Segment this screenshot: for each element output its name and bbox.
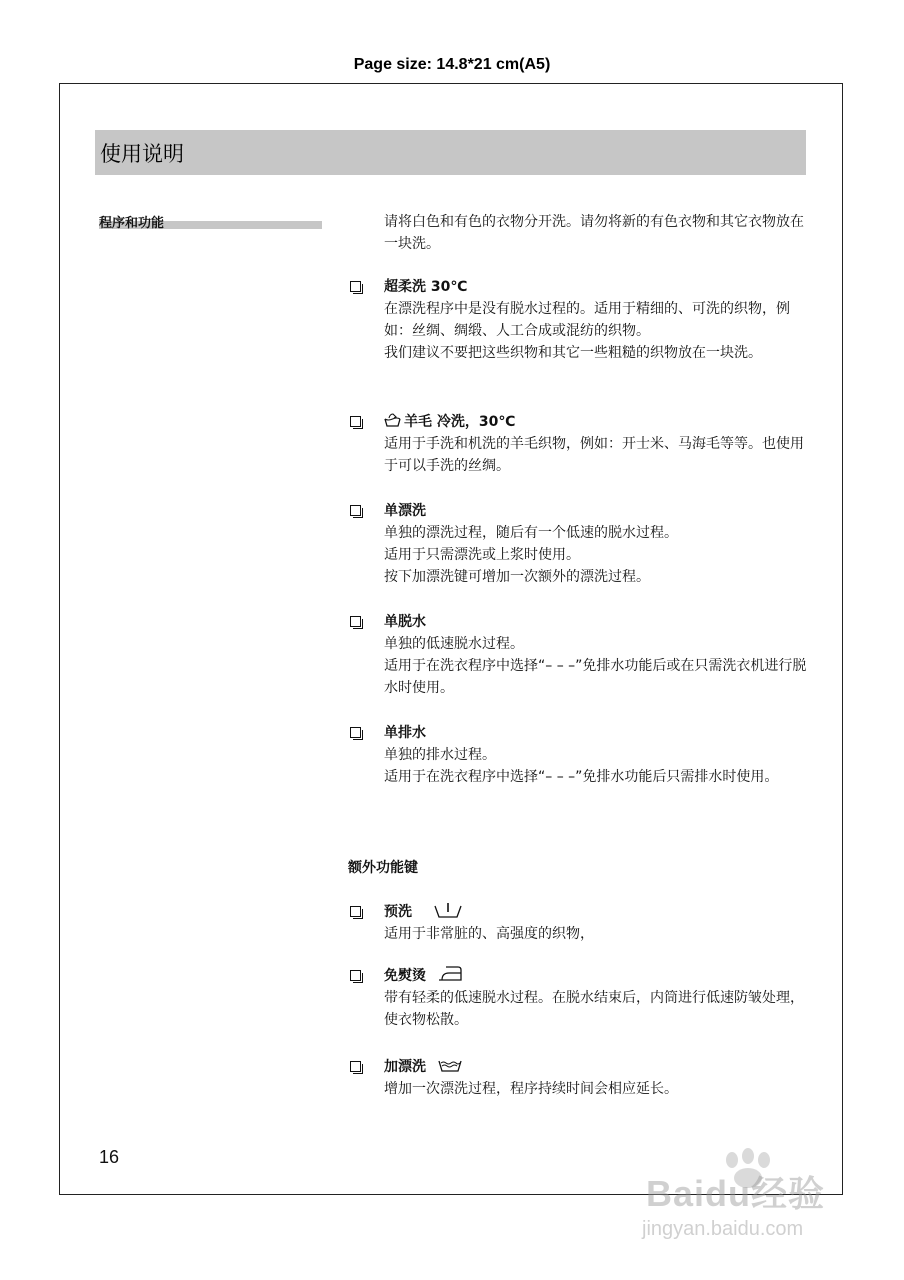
checkbox-icon xyxy=(350,906,361,917)
hand-wash-icon xyxy=(384,413,401,428)
extra-title: 免熨烫 xyxy=(384,968,426,984)
extra-title-row xyxy=(384,1056,463,1078)
checkbox-icon xyxy=(350,505,361,516)
program-desc: 适用于只需漂洗或上浆时使用。 xyxy=(384,547,580,563)
program-title: 超柔洗 30℃ xyxy=(384,279,468,295)
program-desc: 单独的低速脱水过程。 xyxy=(384,636,524,652)
extra-function-item xyxy=(348,965,808,1031)
checkbox-icon xyxy=(350,1061,361,1072)
extra-desc: 带有轻柔的低速脱水过程。在脱水结束后，内筒进行低速防皱处理，使衣物松散。 xyxy=(384,990,804,1028)
iron-icon xyxy=(437,965,463,983)
extra-desc: 适用于非常脏的、高强度的织物， xyxy=(384,926,594,942)
checkbox-icon xyxy=(350,416,361,427)
checkbox-icon xyxy=(350,616,361,627)
watermark-site: jingyan.baidu.com xyxy=(642,1218,804,1240)
page-number: 16 xyxy=(99,1147,120,1167)
sidebar-section-label xyxy=(99,212,322,230)
extra-title: 加漂洗 xyxy=(384,1059,426,1075)
program-item xyxy=(348,411,808,477)
program-title-row xyxy=(384,411,515,433)
extra-desc: 增加一次漂洗过程，程序持续时间会相应延长。 xyxy=(384,1081,678,1097)
sidebar-label-text: 程序和功能 xyxy=(99,216,165,231)
program-title: 单排水 xyxy=(384,725,426,741)
program-desc: 适用于在洗衣程序中选择“– – –”免排水功能后只需排水时使用。 xyxy=(384,769,779,785)
extra-title: 预洗 xyxy=(384,904,412,920)
intro-paragraph: 请将白色和有色的衣物分开洗。请勿将新的有色衣物和其它衣物放在一块洗。 xyxy=(384,214,804,252)
program-desc: 单独的排水过程。 xyxy=(384,747,496,763)
extra-title-row xyxy=(384,965,463,987)
extra-function-item xyxy=(348,901,808,945)
program-desc: 按下加漂洗键可增加一次额外的漂洗过程。 xyxy=(384,569,650,585)
watermark-logo: Baidu经验 xyxy=(646,1173,826,1214)
page-size-note: Page size: 14.8*21 cm(A5) xyxy=(353,56,551,73)
program-desc: 适用于在洗衣程序中选择“– – –”免排水功能后或在只需洗衣机进行脱水时使用。 xyxy=(384,658,807,696)
extra-title-row xyxy=(384,901,463,923)
program-item xyxy=(348,722,808,788)
program-desc: 我们建议不要把这些织物和其它一些粗糙的织物放在一块洗。 xyxy=(384,345,762,361)
program-title: 单脱水 xyxy=(384,614,426,630)
program-item xyxy=(348,611,808,699)
program-item xyxy=(348,276,808,364)
program-desc: 单独的漂洗过程，随后有一个低速的脱水过程。 xyxy=(384,525,678,541)
program-item xyxy=(348,500,808,588)
extra-rinse-icon xyxy=(437,1057,463,1073)
program-desc: 适用于手洗和机洗的羊毛织物，例如：开士米、马海毛等等。也使用于可以手洗的丝绸。 xyxy=(384,436,804,474)
extra-function-item xyxy=(348,1056,808,1100)
prewash-icon xyxy=(433,901,463,919)
checkbox-icon xyxy=(350,970,361,981)
program-desc: 在漂洗程序中是没有脱水过程的。适用于精细的、可洗的织物，例如：丝绸、绸缎、人工合成或混纺的织物。 xyxy=(384,301,790,339)
baidu-watermark xyxy=(642,1148,842,1240)
page-title: 使用说明 xyxy=(100,141,184,166)
checkbox-icon xyxy=(350,727,361,738)
program-title: 羊毛 冷洗，30℃ xyxy=(404,414,516,430)
program-title: 单漂洗 xyxy=(384,503,426,519)
extra-functions-heading: 额外功能键 xyxy=(348,860,418,876)
page-title-bar xyxy=(95,130,806,175)
checkbox-icon xyxy=(350,281,361,292)
